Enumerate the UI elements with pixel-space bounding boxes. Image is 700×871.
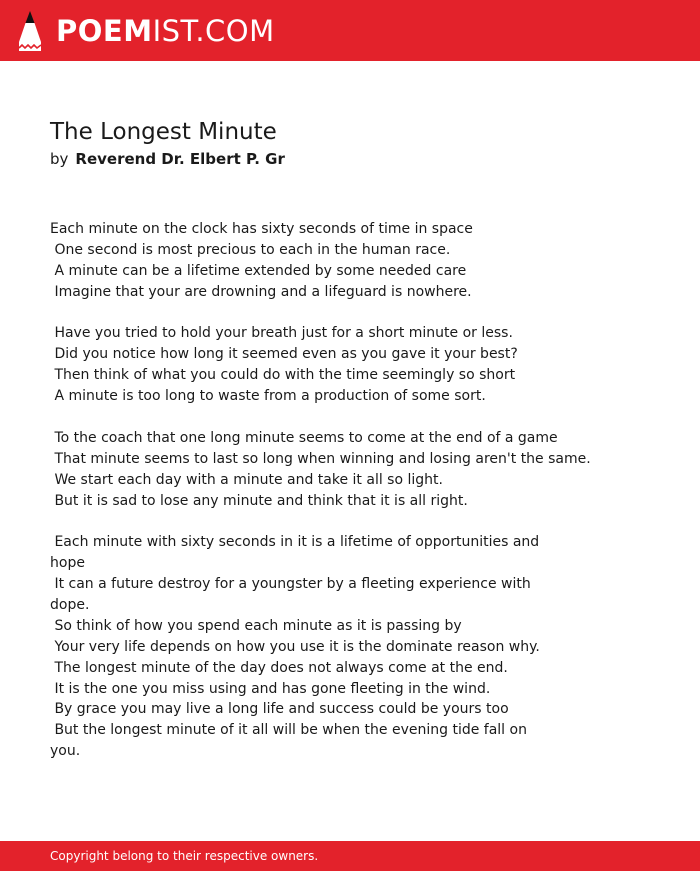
poem-line: Your very life depends on how you use it is the dominate reason why.	[50, 638, 540, 655]
site-header	[0, 0, 700, 61]
logo-wordmark-bold: POEM	[56, 14, 153, 48]
poem-line: The longest minute of the day does not always come at the end.	[50, 659, 508, 676]
poem-byline	[50, 148, 285, 170]
poem-line: By grace you may live a long life and success could be yours too	[50, 701, 509, 718]
poem-line: Each minute with sixty seconds in it is a lifetime of opportunities and	[50, 534, 540, 551]
footer-copyright: Copyright belong to their respective owners.	[50, 849, 319, 863]
poem-line: Have you tried to hold your breath just for a short minute or less.	[50, 325, 513, 342]
poem-line: Did you notice how long it seemed even as you gave it your best?	[50, 346, 518, 363]
poem-body	[50, 219, 670, 762]
poem-line: To the coach that one long minute seems to come at the end of a game	[50, 429, 558, 446]
byline-label: by	[50, 150, 69, 168]
site-logo-link[interactable]	[18, 9, 275, 53]
poem-line: One second is most precious to each in the human race.	[50, 241, 451, 258]
poem-line: dope.	[50, 597, 90, 614]
poem-line: Imagine that your are drowning and a lifeguard is nowhere.	[50, 283, 472, 300]
pencil-tip-icon	[18, 10, 42, 52]
poem-line: We start each day with a minute and take it all so light.	[50, 471, 443, 488]
poem-line: A minute can be a lifetime extended by some needed care	[50, 262, 467, 279]
stanza-break	[50, 303, 670, 324]
poem-line: A minute is too long to waste from a production of some sort.	[50, 388, 486, 405]
poem-line: Each minute on the clock has sixty seconds of time in space	[50, 221, 473, 237]
poem-line: It is the one you miss using and has gone fleeting in the wind.	[50, 680, 491, 697]
poem-line: Then think of what you could do with the time seemingly so short	[50, 367, 516, 384]
poem-title: The Longest Minute	[50, 119, 277, 145]
poem-line: So think of how you spend each minute as it is passing by	[50, 617, 462, 634]
poem-line: hope	[50, 555, 85, 572]
poem-line: But the longest minute of it all will be when the evening tide fall on	[50, 722, 527, 739]
stanza-break	[50, 511, 670, 532]
poem-line: It can a future destroy for a youngster by a fleeting experience with	[50, 576, 531, 593]
stanza-break	[50, 407, 670, 428]
site-footer	[0, 841, 700, 871]
poem-line: But it is sad to lose any minute and think that it is all right.	[50, 492, 468, 509]
poem-line: That minute seems to last so long when winning and losing aren't the same.	[50, 450, 591, 467]
author-name[interactable]: Reverend Dr. Elbert P. Gr	[75, 150, 285, 168]
site-logo-wordmark	[56, 9, 275, 53]
poem-line: you.	[50, 743, 81, 760]
logo-wordmark-light: IST.COM	[152, 14, 275, 48]
